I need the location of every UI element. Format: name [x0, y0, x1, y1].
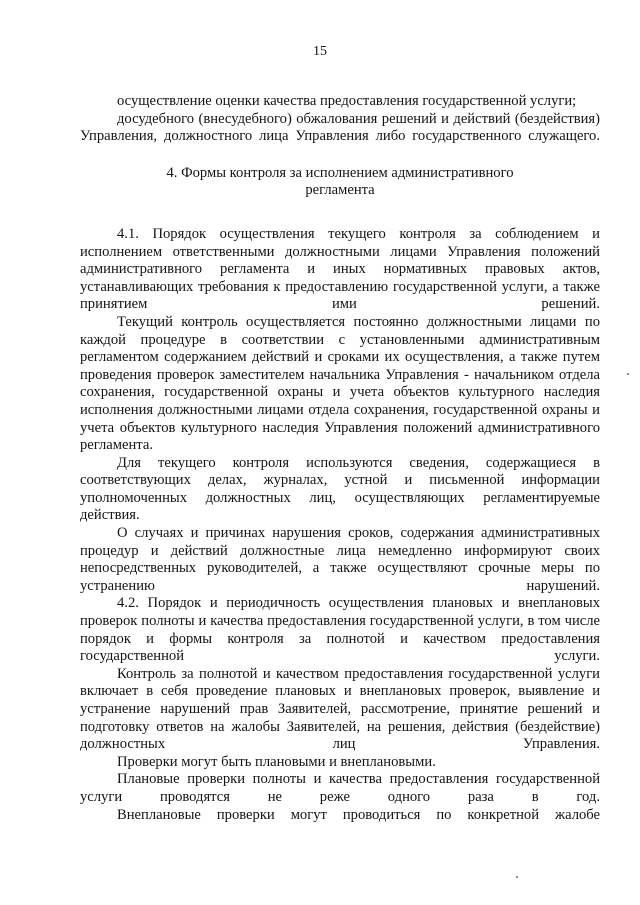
paragraph-control-scope: Контроль за полнотой и качеством предоставления государственной услуги включает в себя проведение плановых и внеплановых проверок, выявление и устранение нарушений прав Заявителей, рассмотрение, принятие решений и подготовку ответов на жалобы Заявителей, на решения, действия (бездействие) должностных лиц Управления. — [80, 665, 600, 753]
scan-speck — [516, 876, 518, 878]
paragraph-violations: О случаях и причинах нарушения сроков, содержания административных процедур и действий должностные лица немедленно информируют своих непосредственных руководителей, а также осуществляют срочные меры по устранению нарушений. — [80, 525, 600, 594]
section-heading-line-2: регламента — [305, 182, 375, 199]
page-number: 15 — [313, 44, 327, 59]
scan-speck — [627, 373, 629, 375]
paragraph-info-sources: Для текущего контроля используются сведения, содержащиеся в соответствующих делах, журналах, устной и письменной информации уполномоченных должностных лиц, осуществляющих регламентируемые действия. — [80, 454, 600, 524]
top-paragraph-2: досудебного (внесудебного) обжалования решений и действий (бездействия) Управления, должностного лица Управления либо государственного служащего. — [80, 110, 600, 145]
paragraph-planned-checks: Плановые проверки полноты и качества предоставления государственной услуги проводятся не реже одного раза в год. — [80, 771, 600, 805]
document-body — [80, 93, 600, 824]
paragraph-4-1: 4.1. Порядок осуществления текущего контроля за соблюдением и исполнением ответственными должностными лицами Управления положений административного регламента и иных нормативных правовых актов, устанавливающих требования к предоставлению государственной услуги, а также принятием ими решений. — [80, 225, 600, 313]
section-heading-line-1: 4. Формы контроля за исполнением административного — [166, 164, 514, 181]
paragraph-4-2: 4.2. Порядок и периодичность осуществления плановых и внеплановых проверок полноты и качества предоставления государственной услуги, в том числе порядок и формы контроля за полнотой и качеством предоставления государственной услуги. — [80, 595, 600, 665]
paragraph-check-types: Проверки могут быть плановыми и внеплановыми. — [117, 753, 436, 770]
section-heading — [80, 165, 600, 200]
paragraph-unplanned-checks: Внеплановые проверки могут проводиться по конкретной жалобе — [117, 806, 600, 823]
top-paragraph-1: осуществление оценки качества предоставления государственной услуги; — [117, 93, 577, 109]
paragraph-current-control: Текущий контроль осуществляется постоянно должностными лицами по каждой процедуре в соответствии с установленными административным регламентом содержанием действий и сроками их осуществления, а также путем проведения проверок заместителем начальника Управления - начальником отдела сохранения, государственной охраны и учета объектов культурного наследия исполнения должностными лицами отдела сохранения, государственной охраны и учета объектов культурного наследия Управления положений административного регламента. — [80, 313, 600, 454]
